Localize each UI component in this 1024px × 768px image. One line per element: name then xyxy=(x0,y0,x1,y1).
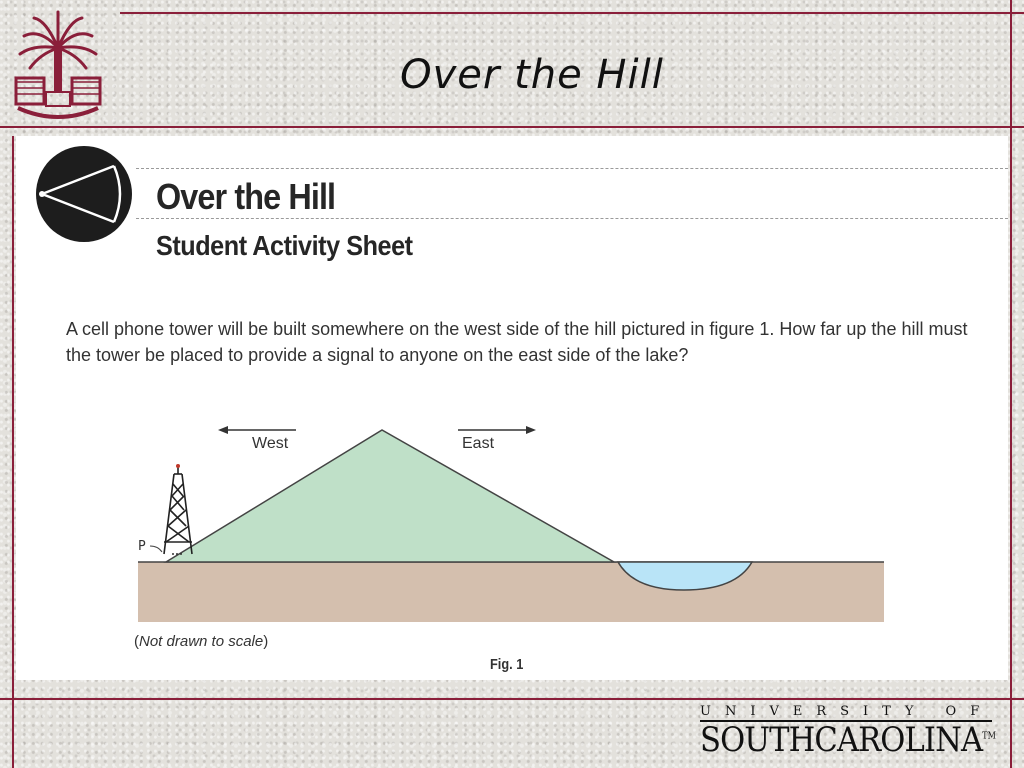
right-border-rule xyxy=(1010,0,1012,768)
point-p-leader xyxy=(150,546,162,552)
problem-statement: A cell phone tower will be built somewhere on the west side of the hill pictured in figure 1. How far up the hill must the tower be placed to provide a signal to anyone on the east side of the lake? xyxy=(66,319,968,365)
ground-area xyxy=(138,562,884,622)
header-border-rule xyxy=(0,126,1024,128)
note-open-paren: ( xyxy=(134,633,139,650)
signal-cone-icon xyxy=(32,144,136,244)
usc-wordmark-logo xyxy=(700,704,1000,762)
usc-trademark: TM xyxy=(982,731,996,742)
sheet-title: Over the Hill xyxy=(156,176,336,217)
tower-beacon xyxy=(176,464,180,468)
west-label: West xyxy=(252,435,289,452)
point-p-label: P xyxy=(138,539,146,554)
activity-sheet xyxy=(16,136,1008,680)
header-dashed-line-top xyxy=(136,168,1008,169)
note-text: Not drawn to scale xyxy=(139,633,264,650)
hill-shape xyxy=(166,430,614,562)
not-to-scale-note xyxy=(134,633,268,650)
east-arrowhead xyxy=(526,426,536,434)
figure-caption: Fig. 1 xyxy=(490,656,524,673)
sheet-subtitle: Student Activity Sheet xyxy=(156,230,413,261)
usc-south-carolina xyxy=(700,720,996,760)
header-dashed-line-bottom xyxy=(136,218,1008,219)
west-arrowhead xyxy=(218,426,228,434)
slide-title: Over the Hill xyxy=(400,52,664,98)
note-close-paren: ) xyxy=(263,633,269,650)
cell-tower-icon xyxy=(164,466,192,554)
left-border-rule xyxy=(12,136,14,768)
usc-university-of: UNIVERSITY OF xyxy=(700,704,994,719)
east-label: East xyxy=(462,435,495,452)
top-border-rule xyxy=(120,12,1024,14)
footer-border-rule xyxy=(0,698,1024,700)
usc-south-carolina-text: SOUTHCAROLINA xyxy=(700,720,983,760)
